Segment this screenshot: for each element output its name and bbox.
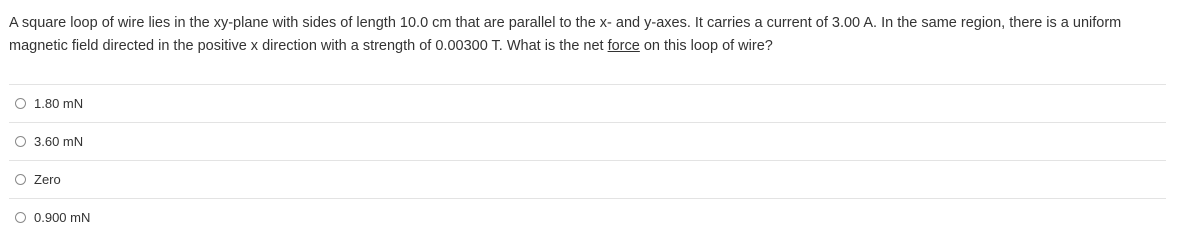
answer-choice-label[interactable]: 1.80 mN bbox=[34, 96, 84, 111]
answer-choice-label[interactable]: Zero bbox=[34, 172, 61, 187]
radio-button-icon[interactable] bbox=[15, 212, 26, 223]
radio-button-icon[interactable] bbox=[15, 174, 26, 185]
radio-button-icon[interactable] bbox=[15, 98, 26, 109]
question-text-part-2: on this loop of wire? bbox=[639, 38, 773, 54]
answer-choice-label[interactable]: 0.900 mN bbox=[34, 210, 91, 225]
answer-choice-1[interactable] bbox=[9, 85, 1166, 123]
answer-choice-2[interactable] bbox=[9, 123, 1166, 161]
answer-choice-4[interactable] bbox=[9, 199, 1166, 236]
question-text bbox=[9, 12, 1169, 58]
answer-choice-label[interactable]: 3.60 mN bbox=[34, 134, 84, 149]
question-text-part-1: A square loop of wire lies in the xy-plane with sides of length 10.0 cm that are parallel to the x- and y-axes. It carries a current of 3.00 A. In the same region, there is a uniform magnetic field directed in the positive x direction with a strength of 0.00300 T. What is the net bbox=[9, 15, 1122, 54]
force-link[interactable]: force bbox=[607, 38, 640, 54]
answer-choice-3[interactable] bbox=[9, 161, 1166, 199]
answer-choices bbox=[9, 84, 1166, 236]
radio-button-icon[interactable] bbox=[15, 136, 26, 147]
